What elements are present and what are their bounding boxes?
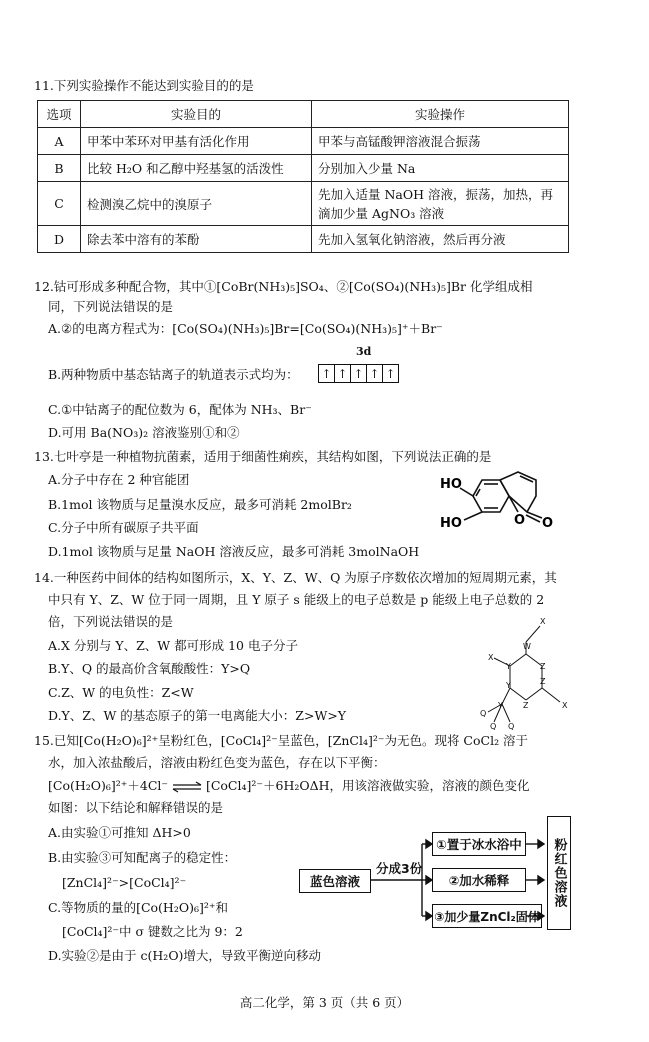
q12-option-d: D.可用 Ba(NO₃)₂ 溶液鉴别①和② — [48, 425, 240, 440]
q14-stem-line1: 14.一种医药中间体的结构如图所示，X、Y、Z、W、Q 为原子序数依次增加的短周期元素，其 — [34, 570, 557, 585]
step-dilute-box: ②加水稀释 — [432, 868, 526, 892]
atom-z: Z — [540, 662, 546, 671]
atom-q: Q — [508, 722, 515, 731]
atom-x: X — [540, 617, 546, 626]
row-operation-line: 滴加少量 AgNO₃ 溶液 — [318, 205, 445, 221]
row-purpose: 比较 H₂O 和乙醇中羟基氢的活泼性 — [81, 155, 312, 182]
atom-x: X — [488, 653, 494, 662]
keto-oxygen-label: O — [542, 516, 554, 531]
q14-option-a: A.X 分别与 Y、Z、W 都可形成 10 电子分子 — [48, 638, 298, 653]
atom-z: Z — [523, 701, 529, 710]
start-solution-box: 蓝色溶液 — [299, 869, 371, 893]
atom-w: W — [523, 642, 531, 651]
q15-stem-line2: 水，加入浓盐酸后，溶液由粉红色变为蓝色，存在以下平衡： — [48, 755, 386, 770]
atom-q: Q — [480, 709, 487, 718]
orbital-box: ↑ — [351, 365, 367, 382]
q13-option-c: C.分子中所有碳原子共平面 — [48, 520, 199, 535]
q15-option-c-line2: [CoCl₄]²⁻中 σ 键数之比为 9：2 — [62, 924, 243, 939]
q14-option-c: C.Z、W 的电负性：Z<W — [48, 685, 194, 700]
row-purpose: 检测溴乙烷中的溴原子 — [81, 182, 312, 226]
table-header-purpose: 实验目的 — [81, 101, 312, 128]
result-solution-box: 粉红色溶液 — [547, 816, 571, 930]
orbital-box: ↑ — [367, 365, 383, 382]
q12-stem-line1: 12.钴可形成多种配合物，其中①[CoBr(NH₃)₅]SO₄、②[Co(SO₄)(NH₃)₅]Br 化学组成相 — [34, 279, 533, 294]
q11-stem: 11.下列实验操作不能达到实验目的的是 — [34, 78, 254, 93]
q15-equation — [48, 778, 530, 794]
q13-option-d: D.1mol 该物质与足量 NaOH 溶液反应，最多可消耗 3molNaOH — [48, 544, 420, 559]
q15-option-b-line1: B.由实验③可知配离子的稳定性： — [48, 850, 237, 865]
table-header-row — [38, 101, 569, 128]
atom-y: Y — [506, 662, 511, 671]
row-option: C — [38, 182, 81, 226]
ho-bottom-label: HO — [440, 516, 462, 531]
step-add-zncl2-box: ③加少量ZnCl₂固体 — [432, 904, 542, 928]
q15-option-b-line2: [ZnCl₄]²⁻>[CoCl₄]²⁻ — [62, 875, 187, 890]
atom-q: Q — [490, 722, 497, 731]
row-purpose: 甲苯中苯环对甲基有活化作用 — [81, 128, 312, 155]
q13-stem: 13.七叶亭是一种植物抗菌素，适用于细菌性痢疾，其结构如图，下列说法正确的是 — [34, 449, 492, 464]
table-header-option: 选项 — [38, 101, 81, 128]
row-purpose: 除去苯中溶有的苯酚 — [81, 226, 312, 253]
orbital-box: ↑ — [335, 365, 351, 382]
q13-option-b: B.1mol 该物质与足量溴水反应，最多可消耗 2molBr₂ — [48, 497, 352, 512]
q13-option-a: A.分子中存在 2 种官能团 — [48, 472, 190, 487]
page-footer: 高二化学，第 3 页（共 6 页） — [239, 995, 410, 1010]
row-operation: 甲苯与高锰酸钾溶液混合振荡 — [312, 128, 569, 155]
row-operation-line: 先加入适量 NaOH 溶液，振荡，加热，再 — [318, 186, 553, 202]
ho-top-label: HO — [440, 477, 462, 492]
q15-stem-line4: 如图：以下结论和解释错误的是 — [48, 800, 224, 815]
row-operation: 分别加入少量 Na — [312, 155, 569, 182]
atom-z: Z — [540, 677, 546, 686]
equation-right: [CoCl₄]²⁻＋6H₂OΔH，用该溶液做实验，溶液的颜色变化 — [205, 778, 530, 793]
ring-oxygen-label: O — [514, 513, 526, 528]
equilibrium-arrow-icon — [172, 782, 202, 792]
q12-option-c: C.①中钴离子的配位数为 6，配体为 NH₃、Br⁻ — [48, 402, 312, 417]
q12-option-a: A.②的电离方程式为：[Co(SO₄)(NH₃)₅]Br=[Co(SO₄)(NH₃)₅]⁺＋Br⁻ — [48, 321, 443, 336]
q14-option-d: D.Y、Z、W 的基态原子的第一电离能大小：Z>W>Y — [48, 708, 347, 723]
table-row — [38, 226, 569, 253]
q12-stem-line2: 同，下列说法错误的是 — [48, 299, 174, 314]
atom-x: X — [562, 701, 568, 710]
split-label: 分成3份 — [376, 861, 423, 876]
equation-left: [Co(H₂O)₆]²⁺＋4Cl⁻ — [48, 778, 168, 793]
q12-option-b: B.两种物质中基态钴离子的轨道表示式均为： — [48, 367, 299, 382]
q14-stem-line2: 中只有 Y、Z、W 位于同一周期，且 Y 原子 s 能级上的电子总数是 p 能级上电子总数的 2 — [48, 592, 545, 607]
row-option: A — [38, 128, 81, 155]
table-row — [38, 128, 569, 155]
row-option: B — [38, 155, 81, 182]
orbital-box: ↑ — [385, 366, 396, 381]
orbital-box: ↑ — [319, 365, 335, 382]
table-row — [38, 155, 569, 182]
table-row — [38, 182, 569, 226]
row-operation — [312, 182, 569, 226]
q15-option-d: D.实验②是由于 c(H₂O)增大，导致平衡逆向移动 — [48, 948, 321, 963]
q15-option-c-line1: C.等物质的量的[Co(H₂O)₆]²⁺和 — [48, 900, 228, 915]
step-ice-bath-box: ①置于冰水浴中 — [432, 832, 526, 856]
q14-stem-line3: 倍，下列说法错误的是 — [48, 614, 174, 629]
orbital-diagram — [318, 364, 399, 383]
atom-y: Y — [506, 681, 511, 690]
row-option: D — [38, 226, 81, 253]
esculetin-structure — [438, 470, 588, 542]
q14-option-b: B.Y、Q 的最高价含氧酸酸性：Y>Q — [48, 661, 251, 676]
row-operation: 先加入氢氧化钠溶液，然后再分液 — [312, 226, 569, 253]
atom-y: Y — [498, 701, 503, 710]
table-header-operation: 实验操作 — [312, 101, 569, 128]
intermediate-structure — [480, 612, 580, 730]
orbital-label-3d: 3d — [356, 345, 372, 358]
q11-table — [37, 100, 569, 253]
q15-option-a: A.由实验①可推知 ΔH>0 — [48, 825, 191, 840]
q15-stem-line1: 15.已知[Co(H₂O)₆]²⁺呈粉红色，[CoCl₄]²⁻呈蓝色，[ZnCl₄]²⁻为无色。现将 CoCl₂ 溶于 — [34, 733, 529, 748]
